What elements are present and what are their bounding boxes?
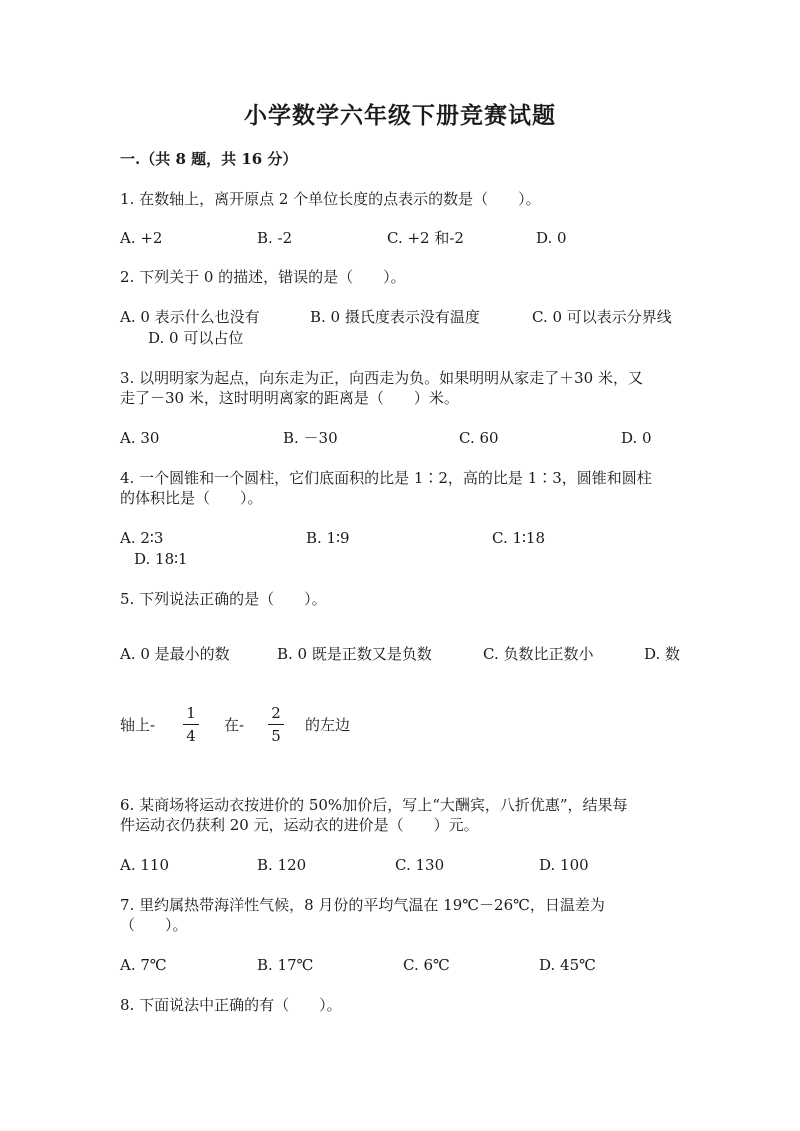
- question-3-option-c: C. 60: [459, 429, 499, 447]
- question-6-option-a: A. 110: [120, 856, 169, 874]
- question-7-option-b: B. 17℃: [257, 956, 314, 974]
- fraction-bar: [268, 724, 284, 725]
- question-5-d-prefix: 轴上-: [120, 716, 156, 734]
- question-5-option-c: C. 负数比正数小: [483, 645, 594, 663]
- question-7-option-d: D. 45℃: [539, 956, 596, 974]
- question-1-option-b: B. -2: [257, 229, 293, 247]
- question-8-stem: 8. 下面说法中正确的有（ ）。: [120, 996, 342, 1014]
- question-4-option-c: C. 1∶18: [492, 529, 546, 547]
- fraction-bar: [183, 724, 199, 725]
- question-7-option-a: A. 7℃: [120, 956, 167, 974]
- question-4-stem-line-2: 的体积比是（ ）。: [120, 489, 263, 507]
- question-2-option-c: C. 0 可以表示分界线: [532, 308, 672, 326]
- question-1-option-c: C. +2 和-2: [387, 229, 464, 247]
- question-3-stem-line-1: 3. 以明明家为起点，向东走为正，向西走为负。如果明明从家走了＋30 米，又: [120, 369, 643, 387]
- fraction-numerator: 1: [186, 704, 196, 722]
- question-1-option-d: D. 0: [536, 229, 567, 247]
- question-3-option-b: B. －30: [283, 429, 338, 447]
- question-5-option-a: A. 0 是最小的数: [120, 645, 230, 663]
- question-5-option-d: D. 数: [644, 645, 681, 663]
- question-3-stem-line-2: 走了－30 米，这时明明离家的距离是（ ）米。: [120, 389, 459, 407]
- question-1-option-a: A. +2: [120, 229, 163, 247]
- question-2-option-d: D. 0 可以占位: [148, 329, 244, 347]
- section-header: 一.（共 8 题，共 16 分）: [120, 150, 298, 168]
- question-2-stem: 2. 下列关于 0 的描述，错误的是（ ）。: [120, 268, 406, 286]
- question-4-option-a: A. 2∶3: [120, 529, 164, 547]
- question-7-stem-line-2: （ ）。: [120, 916, 188, 934]
- page-title: 小学数学六年级下册竞赛试题: [244, 102, 556, 129]
- question-3-option-a: A. 30: [120, 429, 160, 447]
- fraction-one-fourth: [183, 704, 199, 745]
- question-6-stem-line-2: 件运动衣仍获利 20 元，运动衣的进价是（ ）元。: [120, 816, 479, 834]
- fraction-two-fifths: [268, 704, 284, 745]
- question-6-option-d: D. 100: [539, 856, 589, 874]
- question-7-stem-line-1: 7. 里约属热带海洋性气候，8 月份的平均气温在 19℃－26℃，日温差为: [120, 896, 605, 914]
- question-6-option-b: B. 120: [257, 856, 307, 874]
- question-5-stem: 5. 下列说法正确的是（ ）。: [120, 590, 327, 608]
- question-1-stem: 1. 在数轴上，离开原点 2 个单位长度的点表示的数是（ ）。: [120, 190, 541, 208]
- question-5-d-suffix: 的左边: [305, 716, 351, 734]
- question-4-stem-line-1: 4. 一个圆锥和一个圆柱，它们底面积的比是 1∶2，高的比是 1∶3，圆锥和圆柱: [120, 469, 652, 487]
- fraction-numerator: 2: [271, 704, 281, 722]
- question-6-option-c: C. 130: [395, 856, 445, 874]
- question-3-option-d: D. 0: [621, 429, 652, 447]
- question-7-option-c: C. 6℃: [403, 956, 450, 974]
- question-5-option-b: B. 0 既是正数又是负数: [277, 645, 432, 663]
- fraction-denominator: 5: [271, 727, 281, 745]
- question-4-option-d: D. 18∶1: [134, 550, 188, 568]
- fraction-denominator: 4: [186, 727, 196, 745]
- question-5-d-middle: 在-: [224, 716, 245, 734]
- question-2-option-a: A. 0 表示什么也没有: [120, 308, 260, 326]
- question-4-option-b: B. 1∶9: [306, 529, 350, 547]
- question-6-stem-line-1: 6. 某商场将运动衣按进价的 50%加价后，写上“大酬宾，八折优惠”，结果每: [120, 796, 628, 814]
- question-2-option-b: B. 0 摄氏度表示没有温度: [310, 308, 480, 326]
